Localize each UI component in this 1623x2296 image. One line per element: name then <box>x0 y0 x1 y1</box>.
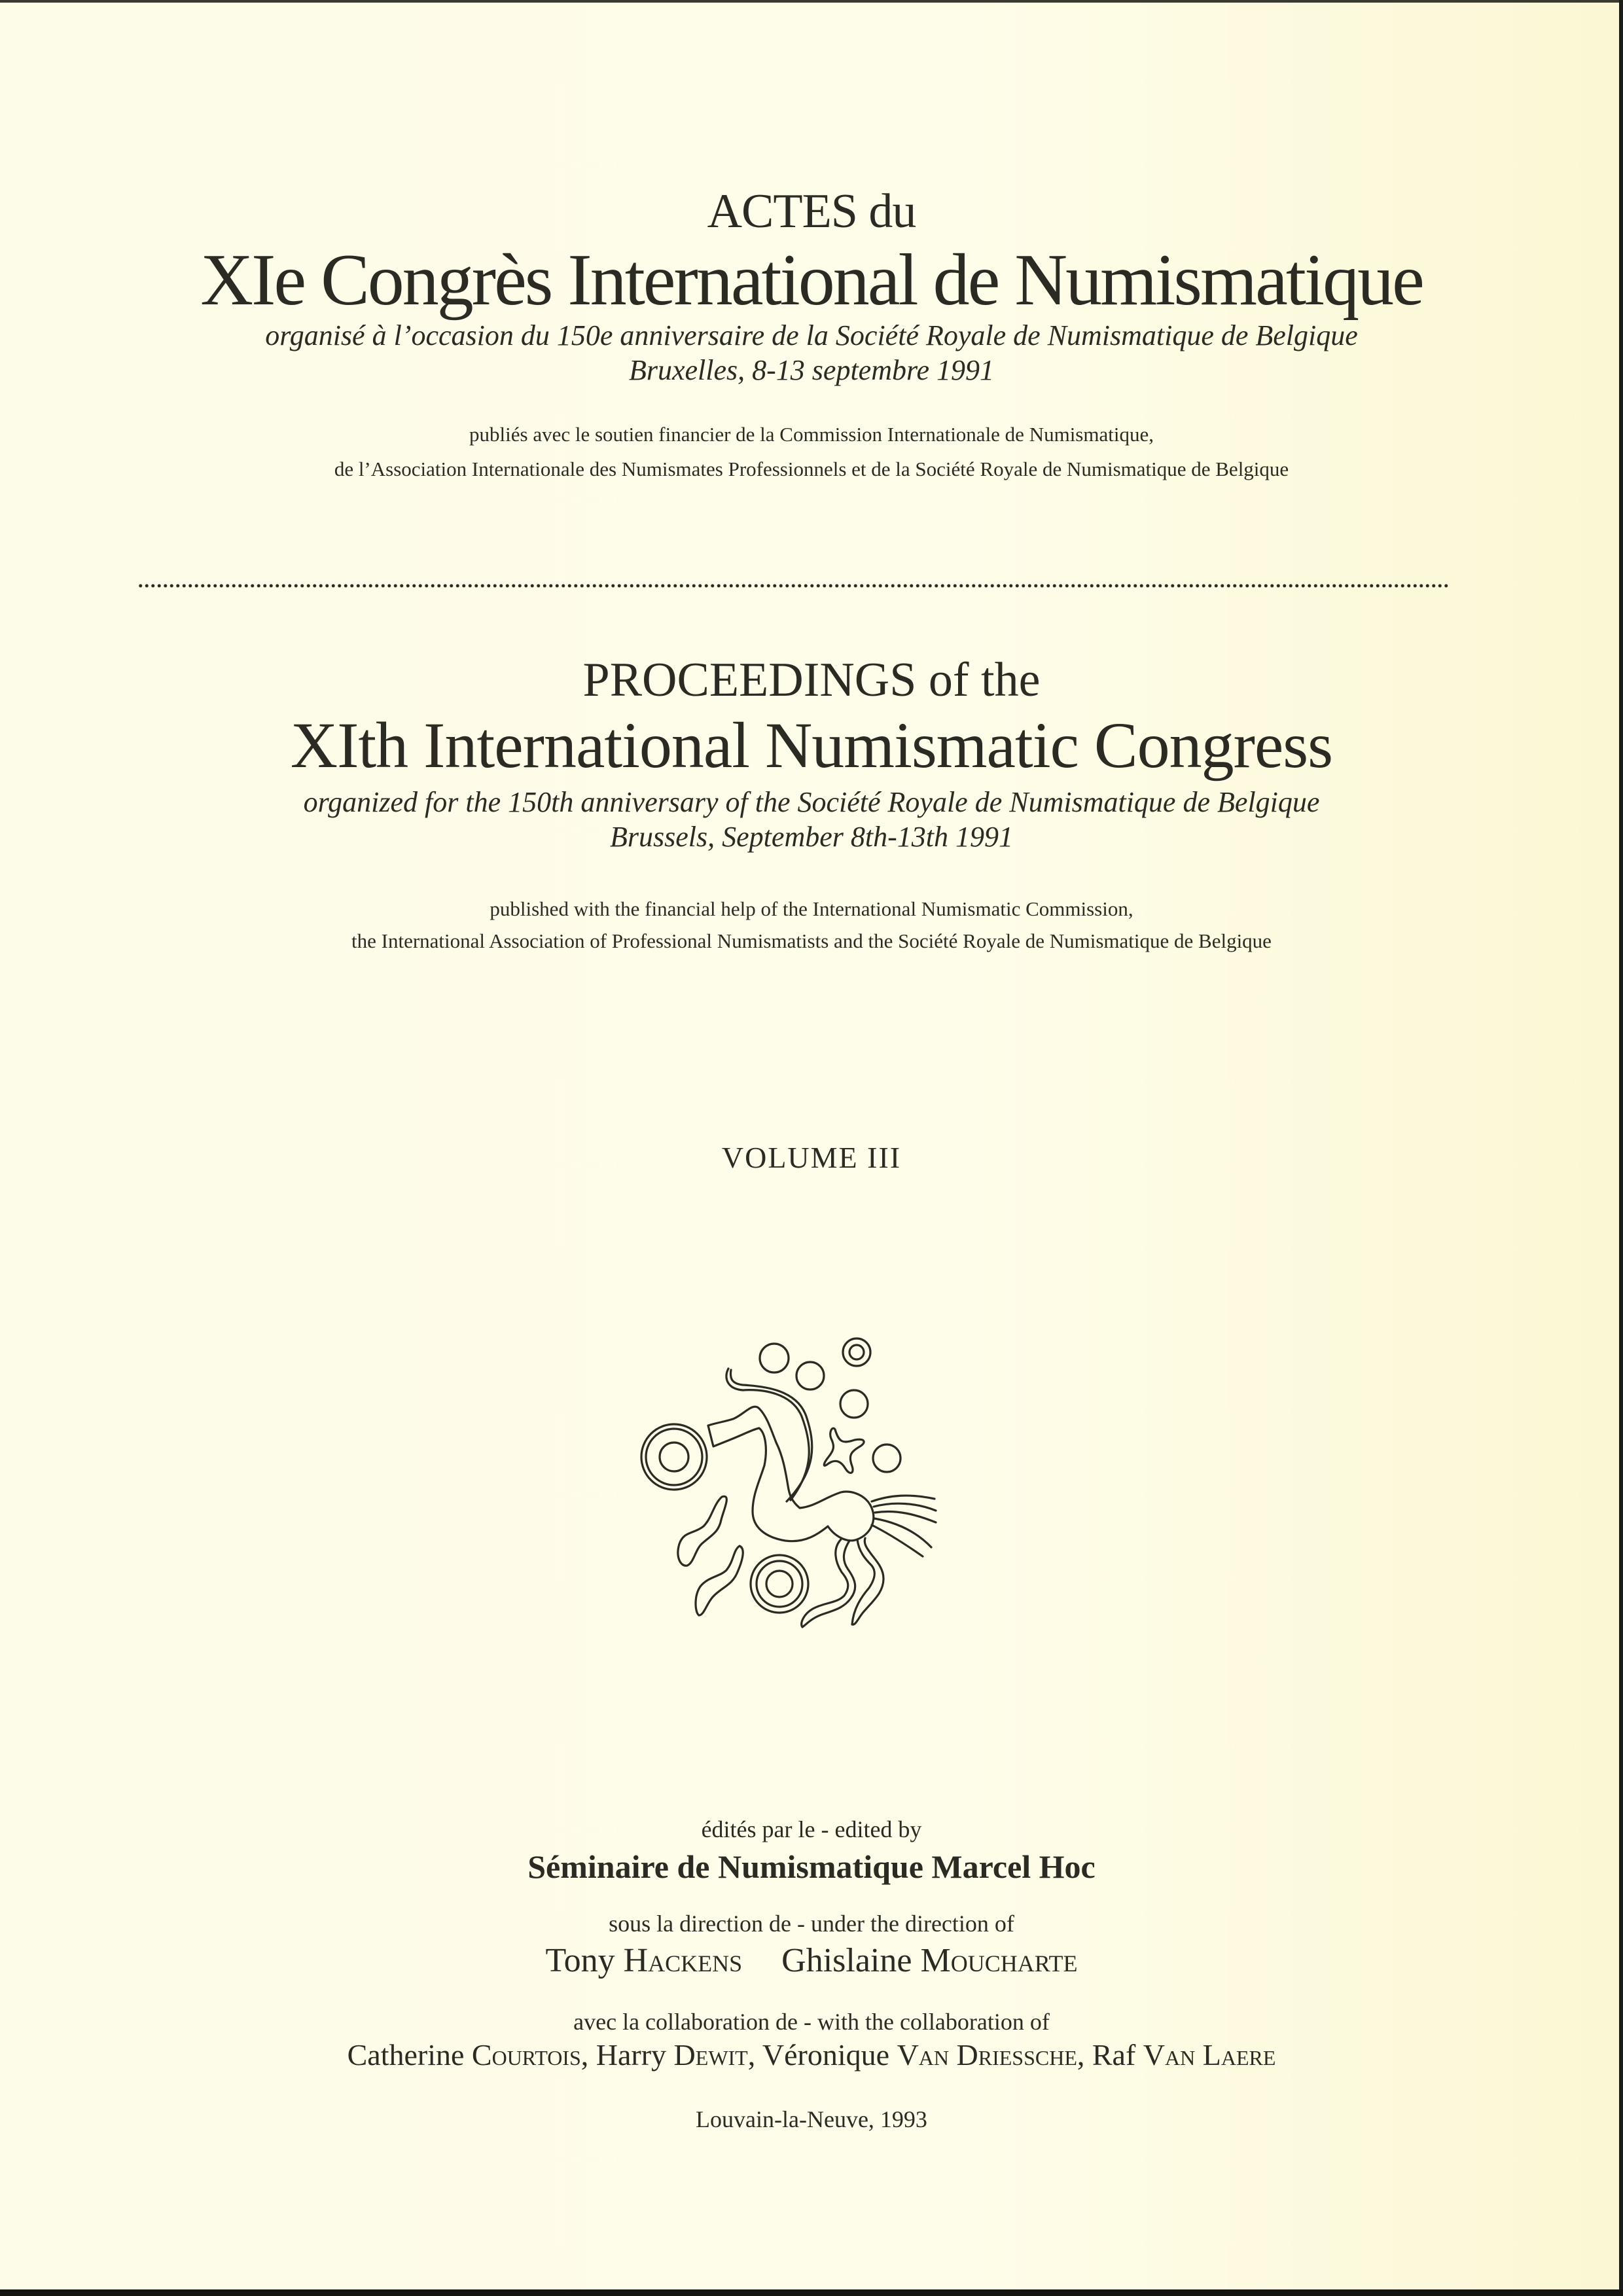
scan-edge-top <box>0 0 1623 3</box>
directors <box>0 1944 1623 1978</box>
collaboration-label: avec la collaboration de - with the collaboration of <box>573 2009 1050 2035</box>
collaborator-first-name: Raf <box>1092 2038 1136 2072</box>
collaborator-last-name: Van Laere <box>1143 2038 1276 2072</box>
editor-name: Séminaire de Numismatique Marcel Hoc <box>527 1848 1096 1885</box>
collaborator-first-name: Catherine <box>347 2038 465 2072</box>
collaborator-last-name: Dewit <box>673 2038 748 2072</box>
french-subtitle: organisé à l’occasion du 150e anniversaire de la Société Royale de Numismatique de Belgique <box>265 319 1358 351</box>
collaborator-last-name: Van Driessche <box>897 2038 1077 2072</box>
english-funding-line-1: published with the financial help of the International Numismatic Commission, <box>490 897 1133 920</box>
scan-edge-right <box>1619 0 1623 2296</box>
french-funding-line-2: de l’Association Internationale des Numismates Professionnels et de la Société Royale de Numismatique de Belgique <box>334 457 1289 480</box>
volume-number: VOLUME III <box>721 1141 902 1174</box>
director-first-name: Ghislaine <box>781 1942 912 1979</box>
separator: , <box>747 2038 762 2072</box>
edited-by-label: édités par le - edited by <box>701 1816 922 1842</box>
collaborator-first-name: Véronique <box>762 2038 890 2072</box>
collaborator-last-name: Courtois <box>471 2038 581 2072</box>
collaborators <box>0 2040 1623 2070</box>
direction-label: sous la direction de - under the direction of <box>609 1910 1014 1937</box>
english-funding-line-2: the International Association of Professional Numismatists and the Société Royale de Numismatique de Belgique <box>351 929 1272 952</box>
collaborator-first-name: Harry <box>596 2038 667 2072</box>
director-last-name: Moucharte <box>920 1942 1078 1979</box>
english-subtitle: organized for the 150th anniversary of the Société Royale de Numismatique de Belgique <box>303 786 1320 818</box>
english-title: XIth International Numismatic Congress <box>290 709 1333 781</box>
separator: , <box>580 2038 596 2072</box>
french-title: XIe Congrès International de Numismatique <box>200 240 1423 321</box>
title-page <box>0 3 1619 2289</box>
separator: , <box>1077 2038 1092 2072</box>
director-last-name: Hackens <box>623 1942 743 1979</box>
english-place-date: Brussels, September 8th-13th 1991 <box>610 821 1013 853</box>
french-place-date: Bruxelles, 8-13 septembre 1991 <box>628 354 994 386</box>
english-heading: PROCEEDINGS of the <box>582 653 1041 707</box>
french-heading: ACTES du <box>707 185 916 238</box>
numismatic-emblem-icon <box>628 1318 982 1645</box>
french-funding-line-1: publiés avec le soutien financier de la Commission Internationale de Numismatique, <box>469 423 1154 446</box>
publication-place-year: Louvain-la-Neuve, 1993 <box>696 2106 927 2132</box>
dotted-divider <box>137 584 1450 588</box>
director-first-name: Tony <box>545 1942 615 1979</box>
scan-edge-bottom <box>0 2289 1623 2296</box>
